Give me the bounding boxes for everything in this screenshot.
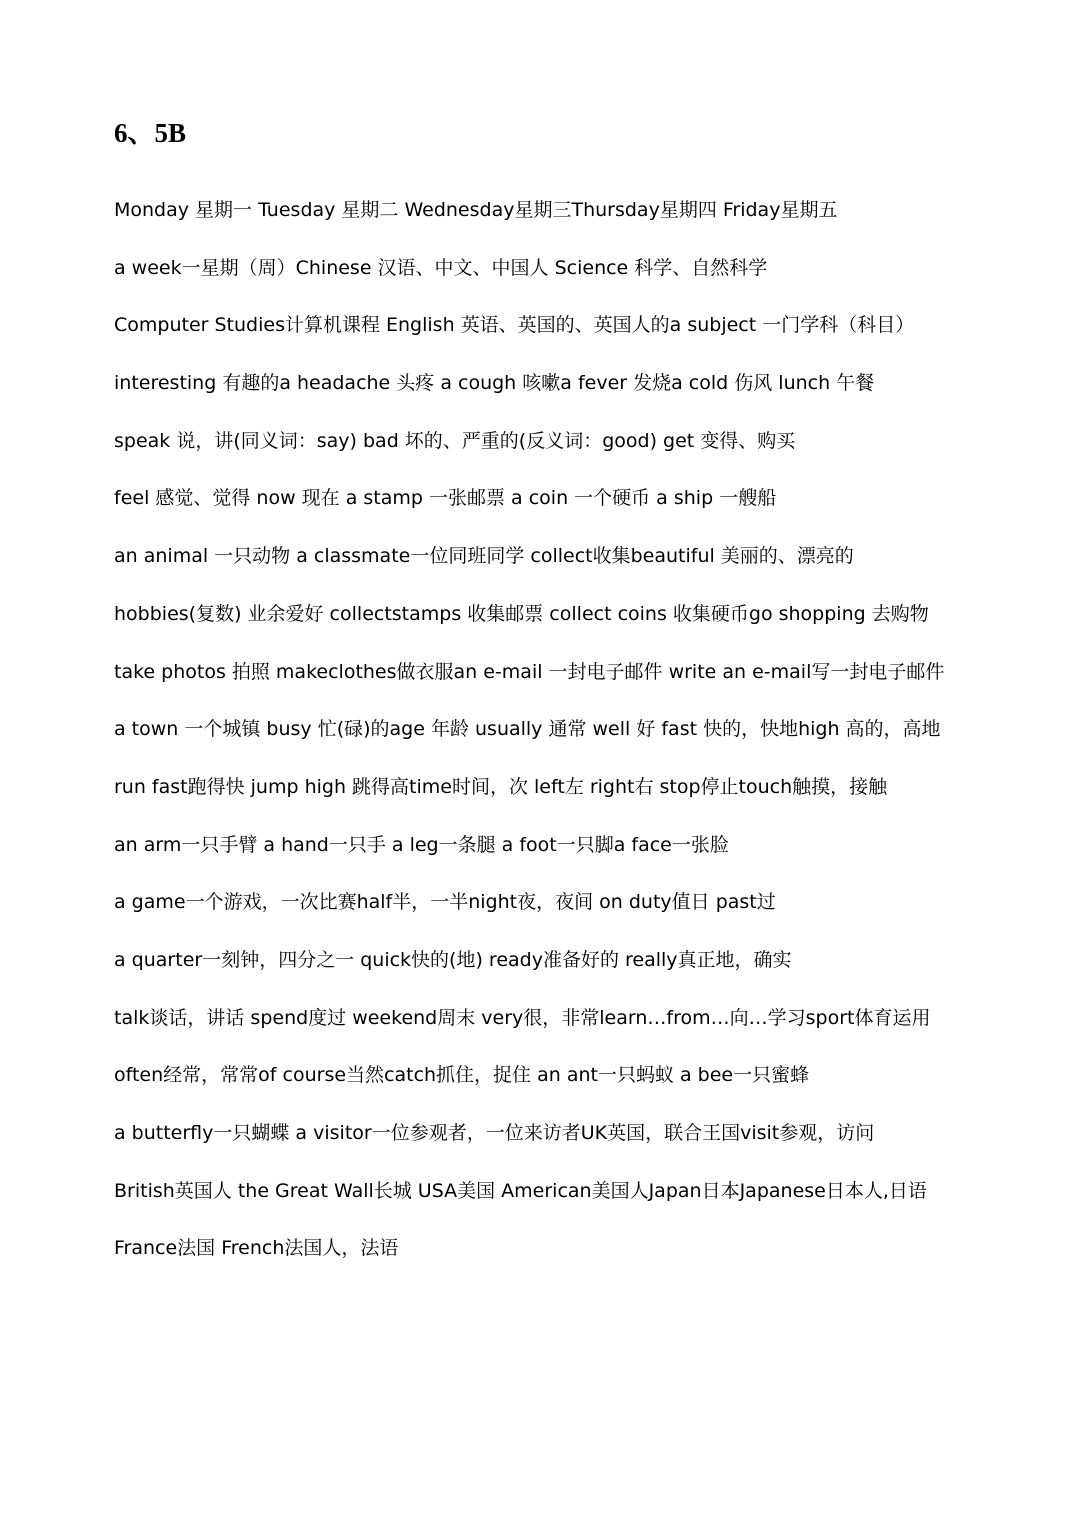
vocab-line: take photos 拍照 makeclothes做衣服an e-mail 一封电子邮件 write an e-mail写一封电子邮件 [114, 660, 945, 683]
vocab-line: a town 一个城镇 busy 忙(碌)的age 年龄 usually 通常 well 好 fast 快的，快地high 高的，高地 [114, 718, 941, 741]
vocab-line: interesting 有趣的a headache 头疼 a cough 咳嗽a fever 发烧a cold 伤风 lunch 午餐 [114, 372, 875, 395]
vocab-line: a week一星期（周）Chinese 汉语、中文、中国人 Science 科学、自然科学 [114, 256, 768, 279]
vocab-line: an arm一只手臂 a hand一只手 a leg一条腿 a foot一只脚a face一张脸 [114, 833, 729, 856]
vocab-line: hobbies(复数) 业余爱好 collectstamps 收集邮票 collect coins 收集硬币go shopping 去购物 [114, 602, 929, 625]
page-title: 6、5B [114, 118, 187, 148]
vocab-line: feel 感觉、觉得 now 现在 a stamp 一张邮票 a coin 一个硬币 a ship 一艘船 [114, 487, 777, 510]
vocab-line: a quarter一刻钟，四分之一 quick快的(地) ready准备好的 really真正地，确实 [114, 948, 792, 971]
vocabulary-list [114, 187, 1054, 1283]
vocab-line: talk谈话，讲话 spend度过 weekend周末 very很，非常learn…from…向…学习sport体育运用 [114, 1006, 931, 1029]
vocab-line: British英国人 the Great Wall长城 USA美国 American美国人Japan日本Japanese日本人,日语 [114, 1179, 927, 1202]
vocab-line: Monday 星期一 Tuesday 星期二 Wednesday星期三Thursday星期四 Friday星期五 [114, 199, 838, 221]
vocab-line: a game一个游戏，一次比赛half半，一半night夜，夜间 on duty值日 past过 [114, 891, 776, 914]
vocab-line: often经常，常常of course当然catch抓住，捉住 an ant一只蚂蚁 a bee一只蜜蜂 [114, 1064, 810, 1087]
vocab-line: a butterfly一只蝴蝶 a visitor一位参观者，一位来访者UK英国，联合王国visit参观，访问 [114, 1122, 875, 1144]
vocab-line: speak 说，讲(同义词：say) bad 坏的、严重的(反义词：good) get 变得、购买 [114, 429, 796, 452]
vocab-line: France法国 French法国人，法语 [114, 1237, 399, 1260]
vocab-line: run fast跑得快 jump high 跳得高time时间，次 left左 right右 stop停止touch触摸，接触 [114, 775, 888, 798]
vocab-line: Computer Studies计算机课程 English 英语、英国的、英国人的a subject 一门学科（科目） [114, 314, 915, 337]
vocab-line: an animal 一只动物 a classmate一位同班同学 collect收集beautiful 美丽的、漂亮的 [114, 545, 854, 568]
